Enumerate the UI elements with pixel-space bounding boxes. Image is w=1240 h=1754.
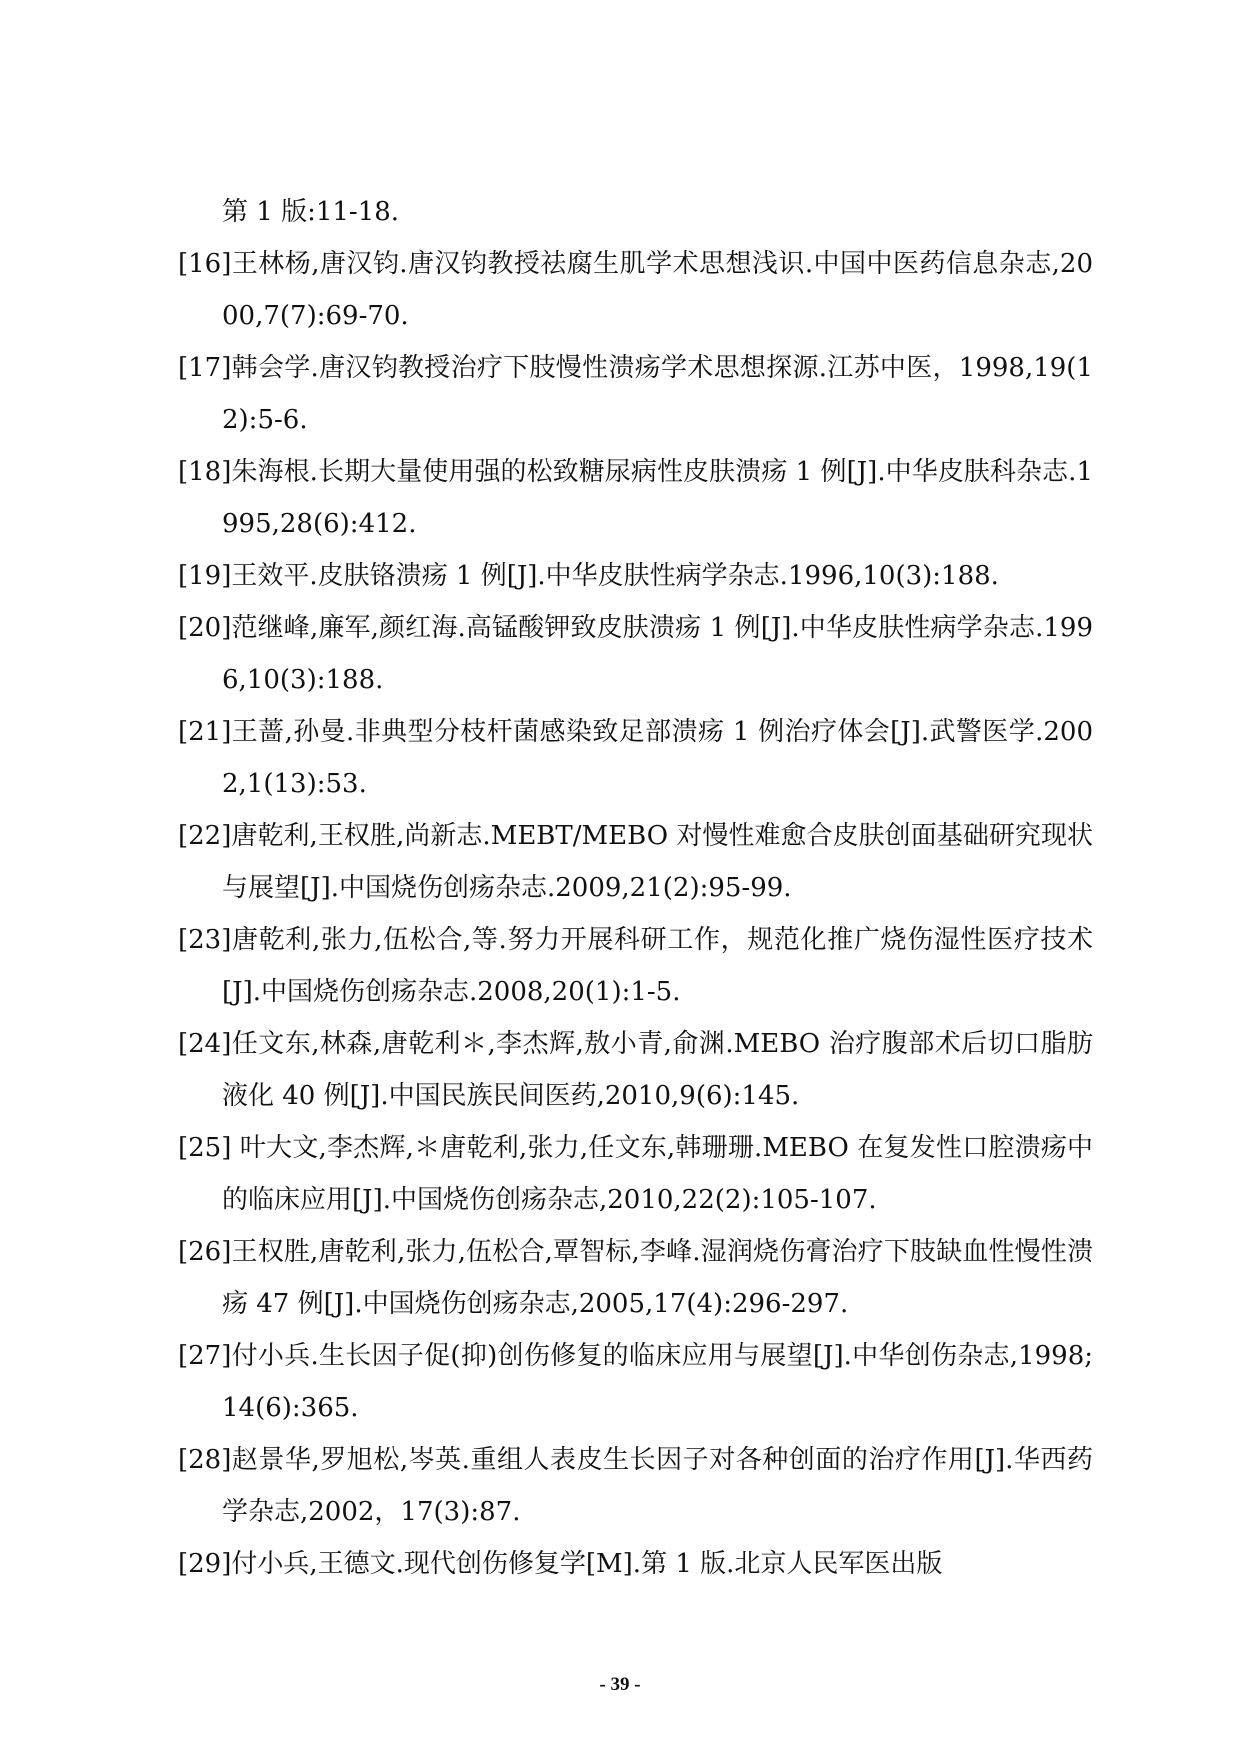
- reference-18: [18]朱海根.长期大量使用强的松致糖尿病性皮肤溃疡 1 例[J].中华皮肤科杂志.1995,28(6):412.: [178, 457, 1093, 539]
- reference-24: [24]任文东,林森,唐乾利＊,李杰辉,敖小青,俞渊.MEBO 治疗腹部术后切口脂肪液化 40 例[J].中国民族民间医药,2010,9(6):145.: [178, 1029, 1093, 1111]
- reference-continuation: 第 1 版:11-18.: [222, 197, 400, 227]
- reference-28: [28]赵景华,罗旭松,岑英.重组人表皮生长因子对各种创面的治疗作用[J].华西药学杂志,2002，17(3):87.: [178, 1445, 1093, 1527]
- reference-27: [27]付小兵.生长因子促(抑)创伤修复的临床应用与展望[J].中华创伤杂志,1998;14(6):365.: [178, 1341, 1093, 1423]
- reference-29: [29]付小兵,王德文.现代创伤修复学[M].第 1 版.北京人民军医出版: [178, 1549, 943, 1579]
- reference-19: [19]王效平.皮肤铬溃疡 1 例[J].中华皮肤性病学杂志.1996,10(3):188.: [178, 561, 999, 591]
- reference-25: [25] 叶大文,李杰辉,＊唐乾利,张力,任文东,韩珊珊.MEBO 在复发性口腔溃疡中的临床应用[J].中国烧伤创疡杂志,2010,22(2):105-107.: [178, 1133, 1093, 1215]
- reference-16: [16]王林杨,唐汉钧.唐汉钧教授祛腐生肌学术思想浅识.中国中医药信息杂志,2000,7(7):69-70.: [178, 249, 1093, 331]
- reference-26: [26]王权胜,唐乾利,张力,伍松合,覃智标,李峰.湿润烧伤膏治疗下肢缺血性慢性溃疡 47 例[J].中国烧伤创疡杂志,2005,17(4):296-297.: [178, 1237, 1093, 1319]
- reference-23: [23]唐乾利,张力,伍松合,等.努力开展科研工作，规范化推广烧伤湿性医疗技术[J].中国烧伤创疡杂志.2008,20(1):1-5.: [178, 925, 1093, 1007]
- page-number: - 39 -: [599, 1674, 641, 1695]
- reference-21: [21]王蔷,孙曼.非典型分枝杆菌感染致足部溃疡 1 例治疗体会[J].武警医学.2002,1(13):53.: [178, 717, 1093, 799]
- reference-17: [17]韩会学.唐汉钧教授治疗下肢慢性溃疡学术思想探源.江苏中医，1998,19(12):5-6.: [178, 353, 1093, 435]
- reference-list: [178, 186, 1093, 1590]
- reference-22: [22]唐乾利,王权胜,尚新志.MEBT/MEBO 对慢性难愈合皮肤创面基础研究现状与展望[J].中国烧伤创疡杂志.2009,21(2):95-99.: [178, 821, 1093, 903]
- reference-20: [20]范继峰,廉军,颜红海.高锰酸钾致皮肤溃疡 1 例[J].中华皮肤性病学杂志.1996,10(3):188.: [178, 613, 1093, 695]
